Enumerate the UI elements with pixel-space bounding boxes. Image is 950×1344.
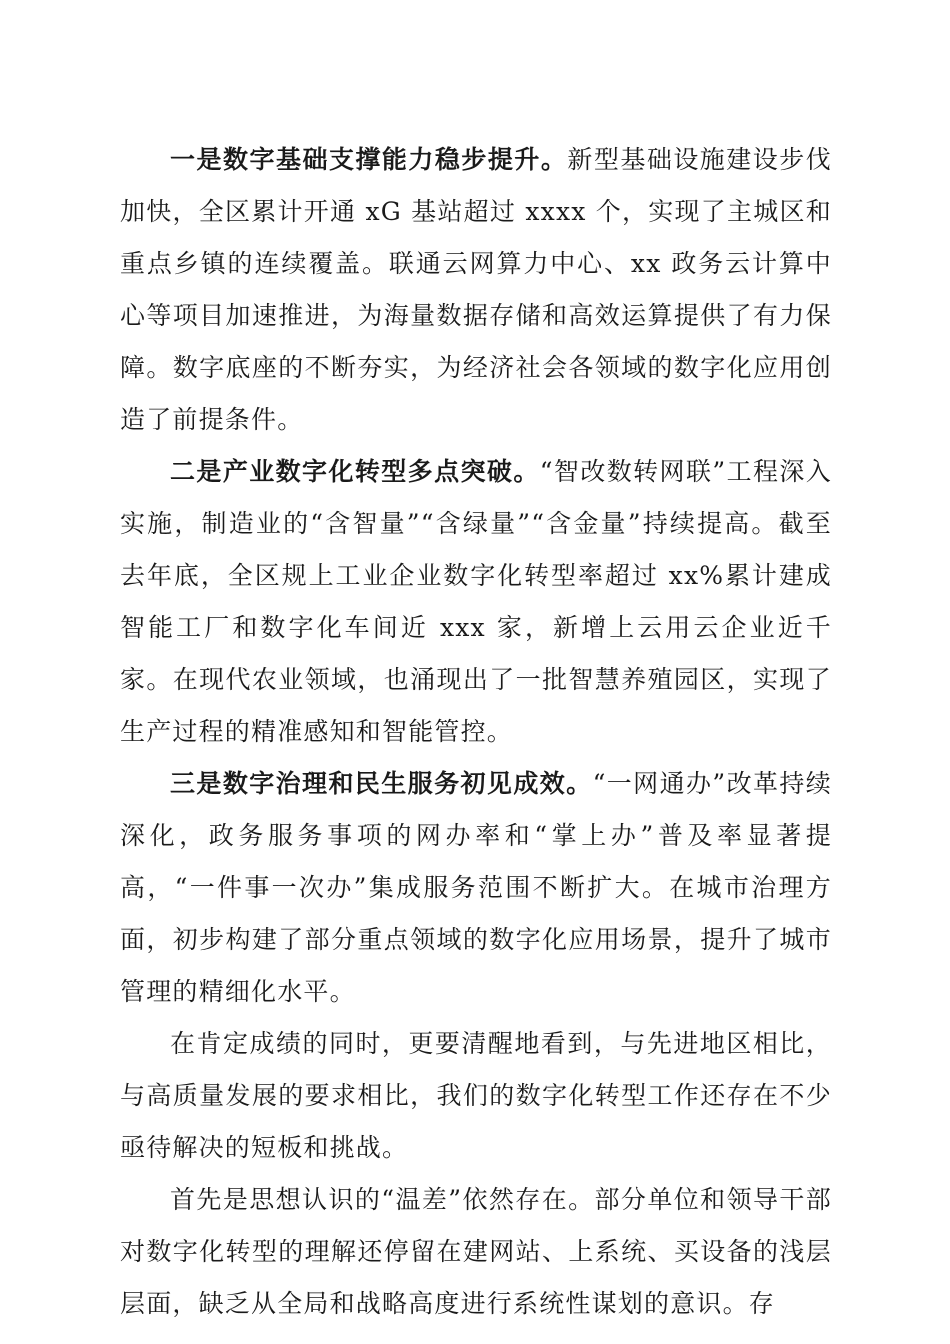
paragraph-digital-infrastructure — [120, 134, 832, 446]
paragraph-shortcomings-intro — [120, 1018, 832, 1174]
paragraph-awareness-gap — [120, 1174, 832, 1330]
paragraph-digital-governance — [120, 758, 832, 1018]
paragraph-text: “智改数转网联”工程深入实施，制造业的“含智量”“含绿量”“含金量”持续提高。截至去年底，全区规上工业企业数字化转型率超过 xx%累计建成智能工厂和数字化车间近 xxx 家，新增上云用云企业近千家。在现代农业领域，也涌现出了一批智慧养殖园区，实现了生产过程的精准感知和智能管控。 — [120, 457, 832, 746]
paragraph-industrial-digitalization — [120, 446, 832, 758]
paragraph-text: “一网通办”改革持续深化，政务服务事项的网办率和“掌上办”普及率显著提高，“一件事一次办”集成服务范围不断扩大。在城市治理方面，初步构建了部分重点领域的数字化应用场景，提升了城市管理的精细化水平。 — [120, 769, 833, 1006]
paragraph-lead: 二是产业数字化转型多点突破。 — [170, 457, 540, 486]
paragraph-lead: 一是数字基础支撑能力稳步提升。 — [170, 145, 568, 174]
paragraph-lead: 三是数字治理和民生服务初见成效。 — [170, 769, 593, 798]
paragraph-text: 新型基础设施建设步伐加快，全区累计开通 xG 基站超过 xxxx 个，实现了主城区和重点乡镇的连续覆盖。联通云网算力中心、xx 政务云计算中心等项目加速推进，为海量数据存储和高效运算提供了有力保障。数字底座的不断夯实，为经济社会各领域的数字化应用创造了前提条件。 — [120, 145, 832, 434]
document-body — [120, 134, 832, 1330]
paragraph-text: 首先是思想认识的“温差”依然存在。部分单位和领导干部对数字化转型的理解还停留在建网站、上系统、买设备的浅层层面，缺乏从全局和战略高度进行系统性谋划的意识。存 — [120, 1185, 832, 1318]
paragraph-text: 在肯定成绩的同时，更要清醒地看到，与先进地区相比，与高质量发展的要求相比，我们的数字化转型工作还存在不少亟待解决的短板和挑战。 — [120, 1029, 832, 1162]
